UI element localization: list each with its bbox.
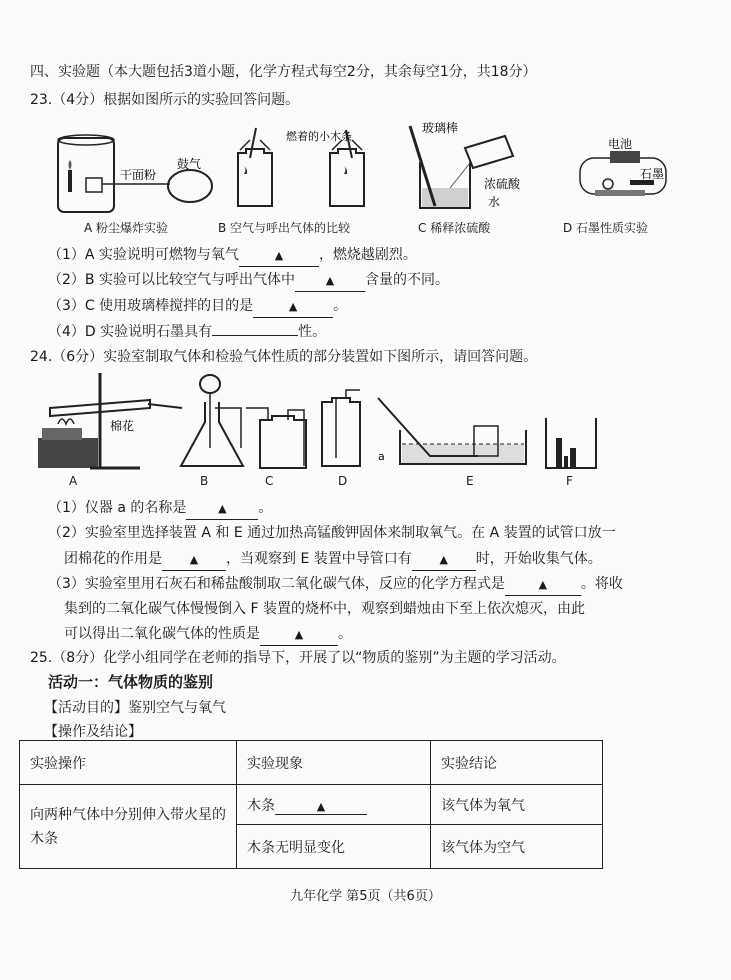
q23-2: （2）B 实验可以比较空气与呼出气体中 ▲ 含量的不同。	[48, 270, 449, 292]
label-stick: 燃着的小木条	[286, 130, 352, 143]
cell-conclusion-1: 该气体为氧气	[431, 785, 603, 825]
q24-figures	[30, 368, 630, 472]
label-water: 水	[488, 195, 501, 209]
table-row	[20, 785, 603, 825]
q24-3-line3: 可以得出二氧化碳气体的性质是 ▲ 。	[64, 624, 352, 646]
q24-3-line1: （3）实验室里用石灰石和稀盐酸制取二氧化碳气体，反应的化学方程式是 ▲ 。将收	[48, 574, 623, 596]
fig-24c	[246, 408, 306, 468]
section-title: 四、实验题（本大题包括3道小题，化学方程式每空2分，其余每空1分，共18分）	[30, 64, 537, 80]
q23-4: （4）D 实验说明石墨具有 性。	[48, 324, 327, 340]
q24-intro: 24.（6分）实验室制取气体和检验气体性质的部分装置如下图所示，请回答问题。	[30, 349, 538, 365]
label-flour: 干面粉	[120, 168, 157, 182]
label-graphite: 石墨	[640, 167, 665, 181]
identification-table	[19, 740, 603, 869]
letter-f: F	[566, 474, 573, 488]
page-footer: 九年化学 第5页（共6页）	[290, 889, 441, 904]
cell-operation: 向两种气体中分别伸入带火星的木条	[20, 785, 237, 869]
label-rod: 玻璃棒	[422, 121, 459, 135]
letter-d: D	[338, 474, 348, 488]
header-phenomenon: 实验现象	[237, 741, 431, 785]
fig-24b	[181, 375, 243, 466]
q23-3: （3）C 使用玻璃棒搅拌的目的是 ▲ 。	[48, 296, 347, 318]
header-conclusion: 实验结论	[431, 741, 603, 785]
label-bellows: 鼓气	[177, 157, 202, 171]
label-cotton: 棉花	[110, 419, 135, 433]
fig-24e	[378, 398, 526, 464]
fig-24d	[322, 390, 360, 466]
cell-phenomenon-1: 木条 ▲	[237, 785, 431, 825]
letter-a: A	[69, 474, 78, 488]
label-a: a	[378, 450, 385, 463]
q24-1: （1）仪器 a 的名称是 ▲ 。	[48, 498, 272, 520]
fig-24f	[546, 418, 596, 468]
activity-goal: 【活动目的】鉴别空气与氧气	[44, 700, 226, 716]
q23-figures	[40, 118, 680, 218]
caption-c: C 稀释浓硫酸	[418, 221, 491, 235]
letter-c: C	[265, 474, 274, 488]
q23-intro: 23.（4分）根据如图所示的实验回答问题。	[30, 92, 300, 108]
q25-intro: 25.（8分）化学小组同学在老师的指导下，开展了以“物质的鉴别”为主题的学习活动。	[30, 650, 566, 666]
caption-a: A 粉尘爆炸实验	[84, 221, 169, 235]
cell-conclusion-2: 该气体为空气	[431, 825, 603, 869]
q23-1: （1）A 实验说明可燃物与氧气 ▲ ，燃烧越剧烈。	[48, 245, 417, 267]
letter-b: B	[200, 474, 209, 488]
operations-label: 【操作及结论】	[44, 724, 142, 740]
header-operation: 实验操作	[20, 741, 237, 785]
label-acid: 浓硫酸	[484, 177, 521, 191]
table-row	[20, 741, 603, 785]
letter-e: E	[466, 474, 474, 488]
q24-3-line2: 集到的二氧化碳气体慢慢倒入 F 装置的烧杯中，观察到蜡烛由下至上依次熄灭，由此	[64, 601, 585, 617]
caption-b: B 空气与呼出气体的比较	[218, 221, 351, 235]
label-battery: 电池	[608, 137, 633, 151]
q24-2-line2: 团棉花的作用是 ▲ ，当观察到 E 装置中导管口有 ▲ 时，开始收集气体。	[64, 549, 602, 571]
caption-d: D 石墨性质实验	[563, 221, 649, 235]
cell-phenomenon-2: 木条无明显变化	[237, 825, 431, 869]
activity-title: 活动一：气体物质的鉴别	[48, 673, 214, 691]
q24-2-line1: （2）实验室里选择装置 A 和 E 通过加热高锰酸钾固体来制取氧气。在 A 装置的试管口放一	[48, 525, 616, 541]
